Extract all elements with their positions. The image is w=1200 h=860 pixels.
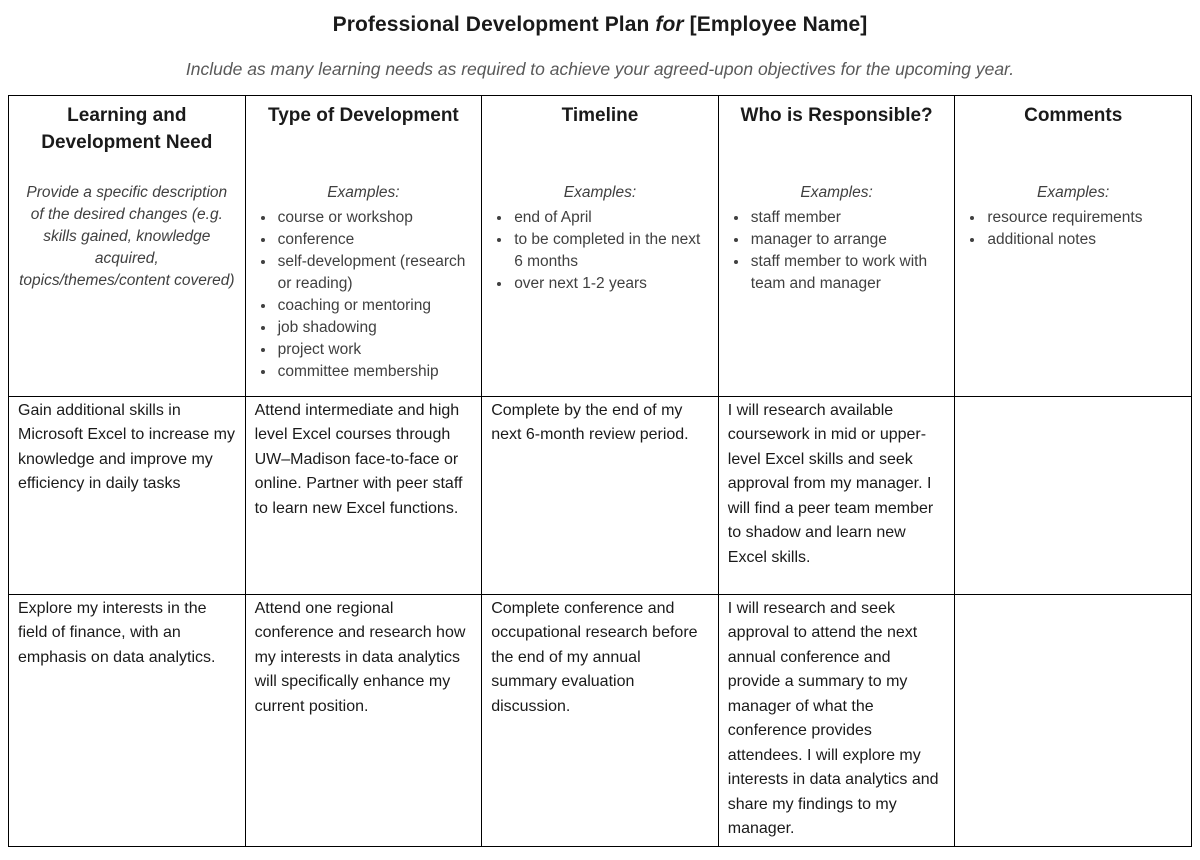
column-header-learning-need: Learning and Development Need <box>41 105 213 153</box>
column-header-type-of-development: Type of Development <box>268 105 459 126</box>
column-learning-need-sub <box>18 182 236 292</box>
cell-comments-empty <box>955 595 1192 847</box>
cell-learning-need: Gain additional skills in Microsoft Excel to increase my knowledge and improve my efficiency in daily tasks <box>9 397 246 595</box>
column-header-who-responsible: Who is Responsible? <box>740 105 933 126</box>
column-comments-sub <box>964 182 1182 251</box>
examples-label: Examples: <box>563 184 637 201</box>
examples-label: Examples: <box>1037 184 1110 201</box>
cell-timeline: Complete conference and occupational research before the end of my annual summary evaluation discussion. <box>482 595 719 847</box>
example-item: • staff member <box>749 207 946 229</box>
example-item: • conference <box>276 229 473 251</box>
examples-list <box>491 207 709 295</box>
column-who-responsible-sub <box>728 182 946 295</box>
column-learning-need <box>9 96 246 397</box>
example-item: • additional notes <box>985 229 1182 251</box>
column-who-responsible <box>718 96 955 397</box>
column-description: Provide a specific description of the desired changes (e.g. skills gained, knowledge acquired, topics/themes/content covered) <box>19 184 235 290</box>
cell-type-of-development: Attend one regional conference and research how my interests in data analytics will specifically enhance my current position. <box>245 595 482 847</box>
column-header-timeline: Timeline <box>561 105 639 126</box>
cell-comments-empty <box>955 397 1192 595</box>
cell-who-responsible: I will research and seek approval to attend the next annual conference and provide a summary to my manager of what the conference provides attendees. I will explore my interests in data analytics and share my findings to my manager. <box>718 595 955 847</box>
page-title-for: for <box>655 13 684 36</box>
cell-who-responsible: I will research available coursework in mid or upper-level Excel skills and seek approval from my manager. I will find a peer team member to shadow and learn new Excel skills. <box>718 397 955 595</box>
cell-timeline: Complete by the end of my next 6-month review period. <box>482 397 719 595</box>
page-title-prefix: Professional Development Plan <box>332 13 650 36</box>
employee-name-placeholder: [Employee Name] <box>689 13 868 36</box>
column-timeline <box>482 96 719 397</box>
column-type-of-development <box>245 96 482 397</box>
example-item: • to be completed in the next 6 months <box>512 229 709 273</box>
column-header-comments: Comments <box>1024 105 1123 126</box>
examples-list <box>964 207 1182 251</box>
example-item: • coaching or mentoring <box>276 295 473 317</box>
example-item: • manager to arrange <box>749 229 946 251</box>
examples-list <box>728 207 946 295</box>
examples-label: Examples: <box>327 184 400 201</box>
document-subtitle: Include as many learning needs as required to achieve your agreed-upon objectives for the upcoming year. <box>185 59 1015 79</box>
document-page <box>0 13 1200 860</box>
example-item: • project work <box>276 339 473 361</box>
cell-learning-need: Explore my interests in the field of finance, with an emphasis on data analytics. <box>9 595 246 847</box>
example-item: • resource requirements <box>985 207 1182 229</box>
example-item: • course or workshop <box>276 207 473 229</box>
example-item: • job shadowing <box>276 317 473 339</box>
cell-type-of-development: Attend intermediate and high level Excel courses through UW–Madison face-to-face or online. Partner with peer staff to learn new Excel functions. <box>245 397 482 595</box>
page-title <box>0 13 1200 37</box>
plan-row-finance-interests <box>9 595 1192 847</box>
column-timeline-sub <box>491 182 709 295</box>
example-item: • self-development (research or reading) <box>276 251 473 295</box>
examples-list <box>255 207 473 383</box>
development-plan-table <box>8 95 1192 847</box>
column-type-of-development-sub <box>255 182 473 383</box>
example-item: • committee membership <box>276 361 473 383</box>
example-item: • over next 1-2 years <box>512 273 709 295</box>
column-comments <box>955 96 1192 397</box>
plan-row-excel-skills <box>9 397 1192 595</box>
example-item: • staff member to work with team and manager <box>749 251 946 295</box>
table-header-row <box>9 96 1192 397</box>
examples-label: Examples: <box>800 184 873 201</box>
example-item: • end of April <box>512 207 709 229</box>
